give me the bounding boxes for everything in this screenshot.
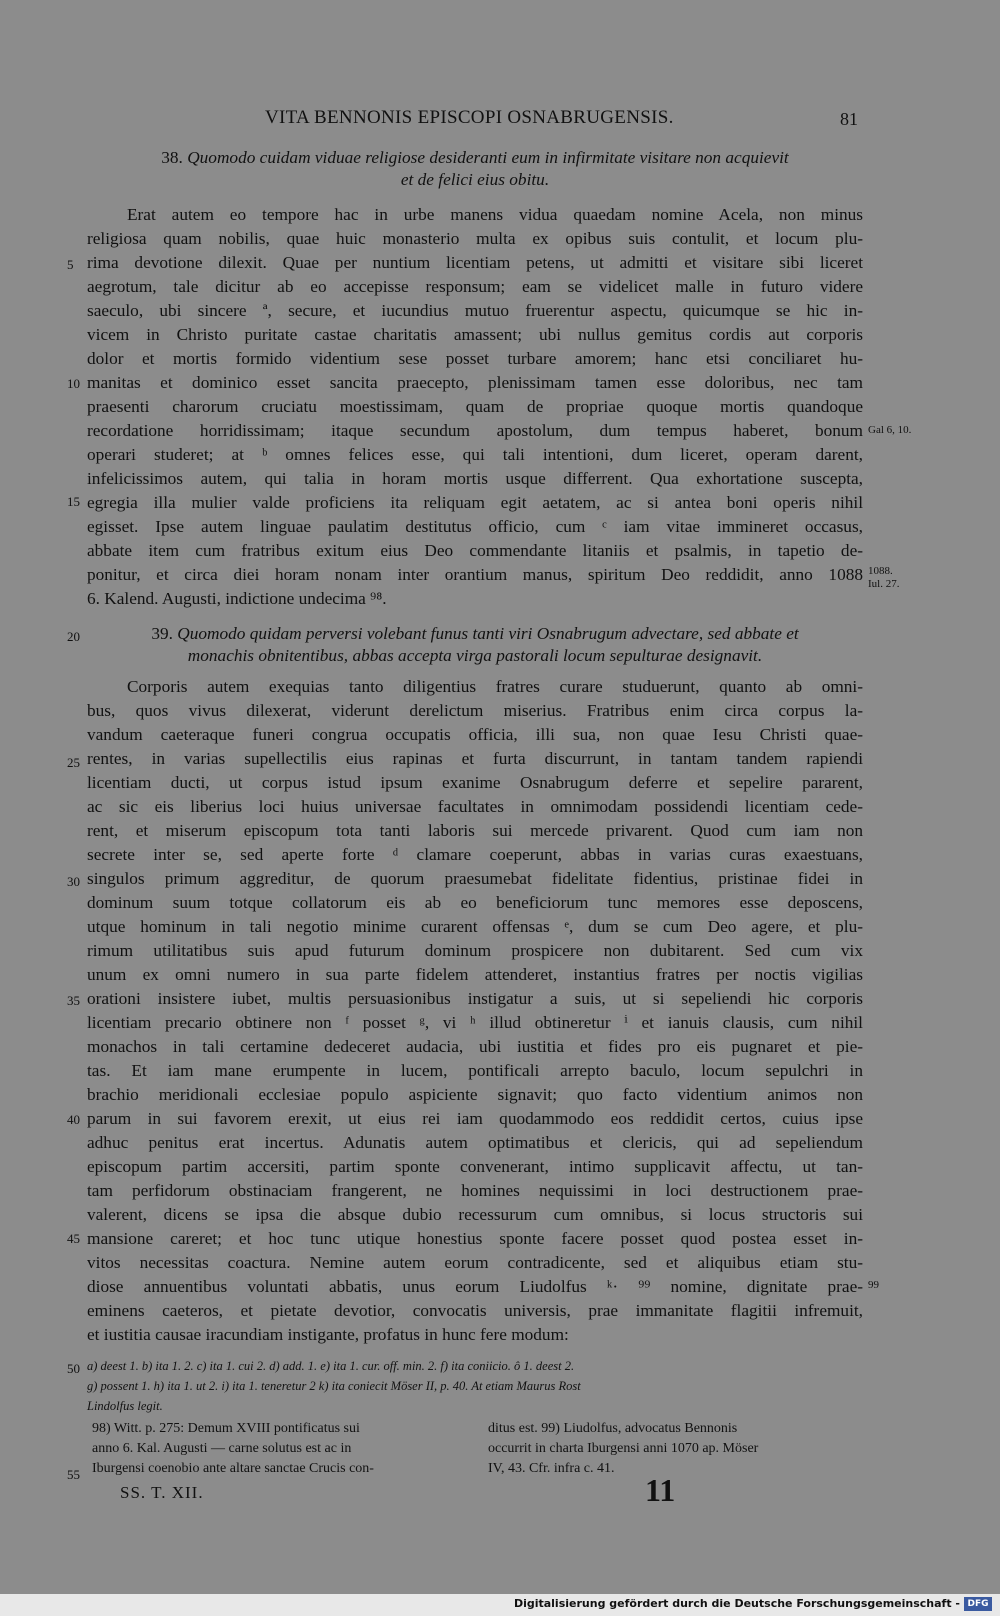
text-line: tas. Et iam mane erumpente in lucem, pontificali arrepto baculo, locum sepulchri in xyxy=(87,1061,863,1080)
text-line: episcopum partim accersiti, partim sponte convenerant, intimo supplicavit affectu, ut tan- xyxy=(87,1157,863,1176)
margin-note-footnote-ref: 99 xyxy=(868,1279,879,1291)
text-line: licentiam ducti, ut corpus istud ipsum exanime Osnabrugum deferre et sepelire pararent, xyxy=(87,773,863,792)
text-line: religiosa quam nobilis, quae huic monasterio multa ex opibus suis contulit, et locum plu- xyxy=(87,229,863,248)
historical-footnote-right xyxy=(488,1419,866,1479)
text-line: manitas et dominico esset sancita praecepto, plenissimam tamen esse doloribus, nec tam xyxy=(87,373,863,392)
heading-line: et de felici eius obitu. xyxy=(400,170,550,189)
historical-footnote-left xyxy=(92,1419,472,1479)
critical-apparatus xyxy=(87,1356,863,1416)
running-head: VITA BENNONIS EPISCOPI OSNABRUGENSIS. xyxy=(265,107,674,128)
text-line: brachio meridionali ecclesiae populo aspiciente signavit; quo facto videntium animos non xyxy=(87,1085,863,1104)
text-line: dolor et mortis formido videntium sese posset turbare amorem; hanc etsi conciliaret hu- xyxy=(87,349,863,368)
apparatus-line: a) deest 1. b) ita 1. 2. c) ita 1. cui 2. d) add. 1. e) ita 1. cur. off. min. 2. f) ita coniicio. ô 1. deest 2. xyxy=(87,1359,575,1373)
text-line: secrete inter se, sed aperte forte ᵈ clamare coeperunt, abbas in varias curas exaestuans, xyxy=(87,845,863,864)
text-line: rimum utilitatibus suis apud futurum dominum prospicere non dubitarent. Sed cum vix xyxy=(87,941,863,960)
funding-notice: Digitalisierung gefördert durch die Deutsche Forschungsgemeinschaft - xyxy=(513,1597,960,1610)
footnote-line: ditus est. 99) Liudolfus, advocatus Bennonis xyxy=(488,1421,738,1436)
text-line: utque hominum in tali negotio minime curarent offensas ᵉ, dum se cum Deo agere, et plu- xyxy=(87,917,863,936)
line-number: 40 xyxy=(67,1112,80,1127)
text-line: dominum suum totque collatorum eis ab eo beneficiorum tunc memores esse deposcens, xyxy=(87,893,863,912)
line-number: 30 xyxy=(67,874,80,889)
text-line: vitos necessitas coactura. Nemine autem eorum contradicente, sed et aliquibus etiam stu- xyxy=(87,1253,863,1272)
volume-signature: SS. T. XII. xyxy=(120,1483,204,1502)
chapter-39-heading xyxy=(87,623,863,667)
text-line: Corporis autem exequias tanto diligentius fratres curare studuerunt, quanto ab omni- xyxy=(127,677,863,696)
text-line: monachos in tali certamine dedeceret audacia, ubi iustitia et fides pro eis pugnaret et pie- xyxy=(87,1037,863,1056)
footnote-line: 98) Witt. p. 275: Demum XVIII pontificatus sui xyxy=(92,1421,360,1436)
margin-note-date: Iul. 27. xyxy=(868,578,900,590)
text-line: et iustitia causae iracundiam instigante, profatus in hunc fere modum: xyxy=(87,1325,569,1344)
margin-note-scripture: Gal 6, 10. xyxy=(868,424,912,436)
text-line: eminens caeteros, et pietate devotior, convocatis universis, prae immanitate flagitii infremuit, xyxy=(87,1301,863,1320)
text-line: orationi insistere iubet, multis persuasionibus instigatur a suis, ut si sepeliendi hic corporis xyxy=(87,989,863,1008)
footnote-line: IV, 43. Cfr. infra c. 41. xyxy=(488,1461,615,1476)
text-line: vicem in Christo puritate castae charitatis amassent; ubi nullus gemitus cordis aut corporis xyxy=(87,325,863,344)
text-line: adhuc penitus erat incertus. Adunatis autem optimatibus et clericis, qui ad sepeliendum xyxy=(87,1133,863,1152)
footnote-line: anno 6. Kal. Augusti — carne solutus est ac in xyxy=(92,1441,352,1456)
footnote-line: occurrit in charta Iburgensi anni 1070 ap. Möser xyxy=(488,1441,759,1456)
dfg-logo-icon: DFG xyxy=(964,1597,992,1611)
text-line: ac sic eis liberius loci huius universae facultates in omnimodam possidendi licentiam cede- xyxy=(87,797,863,816)
line-number: 50 xyxy=(67,1361,80,1376)
text-line: diose annuentibus voluntati abbatis, unus eorum Liudolfus ᵏ· ⁹⁹ nomine, dignitate prae- xyxy=(87,1277,863,1296)
chapter-38-heading xyxy=(87,147,863,191)
text-line: singulos primum aggreditur, de quorum praesumebat fidelitate fidentius, pristinae fidei in xyxy=(87,869,863,888)
heading-line: monachis obnitentibus, abbas accepta virga pastorali locum sepulturae designavit. xyxy=(187,646,763,665)
footnote-line: Iburgensi coenobio ante altare sanctae Crucis con- xyxy=(92,1461,374,1476)
margin-note-year: 1088. xyxy=(868,565,893,577)
text-line: mansione careret; et hoc tunc utique honestius sponte facere posset quod postea esset in- xyxy=(87,1229,863,1248)
text-line: recordatione horridissimam; itaque secundum apostolum, dum tempus haberet, bonum xyxy=(87,421,863,440)
text-line: valerent, dicens se ipsa die absque dubio recessurum cum omnibus, si locus structoris sui xyxy=(87,1205,863,1224)
text-line: egisset. Ipse autem linguae paulatim destitutus officio, cum ᶜ iam vitae immineret occasus, xyxy=(87,517,863,536)
line-number: 15 xyxy=(67,494,80,509)
text-line: ponitur, et circa diei horam nonam inter orantium manus, spiritum Deo reddidit, anno 1088 xyxy=(87,565,863,584)
sheet-number: 11 xyxy=(645,1472,676,1508)
text-line: vandum caeteraque funeri congrua occupatis officia, illi sua, non quae Iesu Christi quae- xyxy=(87,725,863,744)
line-number: 10 xyxy=(67,376,80,391)
text-line: abbate item cum fratribus exitum eius Deo commendante litaniis et psalmis, in tapetio de- xyxy=(87,541,863,560)
chapter-38-body xyxy=(87,203,863,611)
text-line: rent, et miserum episcopum tota tanti laboris sui mercede privarent. Quod cum iam non xyxy=(87,821,863,840)
text-line: Erat autem eo tempore hac in urbe manens vidua quaedam nomine Acela, non minus xyxy=(127,205,863,224)
text-line: operari studeret; at ᵇ omnes felices esse, qui tali intentioni, dum liceret, operam darent, xyxy=(87,445,863,464)
line-number: 55 xyxy=(67,1467,80,1482)
text-line: infelicissimos autem, qui talia in horam mortis usque differrent. Qua exhortatione suscepta, xyxy=(87,469,863,488)
chapter-39-body xyxy=(87,675,863,1347)
footer-bar xyxy=(0,1594,1000,1616)
text-line: tam perfidorum obstinaciam frangerent, ne homines nequissimi in loci destructionem prae- xyxy=(87,1181,863,1200)
apparatus-line: g) possent 1. h) ita 1. ut 2. i) ita 1. teneretur 2 k) ita coniecit Möser II, p. 40. At etiam Maurus Rost xyxy=(87,1379,581,1393)
text-line: unum ex omni numero in sua parte fidelem attenderet, instantius fratres per noctis vigilias xyxy=(87,965,863,984)
line-number: 20 xyxy=(67,629,80,644)
text-line: rentes, in varias supellectilis eius rapinas et furta discurrunt, in tantam tandem rapiendi xyxy=(87,749,863,768)
line-number: 25 xyxy=(67,755,80,770)
text-line: bus, quos vivus dilexerat, viderunt derelictum miserius. Fratribus enim circa corpus la- xyxy=(87,701,863,720)
text-line: parum in sui favorem erexit, ut eius rei iam quodammodo eos reddidit certos, cuius ipse xyxy=(87,1109,863,1128)
heading-line: 38. Quomodo cuidam viduae religiose desideranti eum in infirmitate visitare non acquievit xyxy=(161,148,789,167)
text-line: 6. Kalend. Augusti, indictione undecima ⁹⁸. xyxy=(87,589,387,608)
line-number: 35 xyxy=(67,993,80,1008)
line-number: 45 xyxy=(67,1231,80,1246)
text-line: aegrotum, tale dicitur ab eo accepisse responsum; eam se videlicet malle in futuro videre xyxy=(87,277,863,296)
text-line: praesenti charorum cruciatu moestissimam, quam de propriae quoque mortis quandoque xyxy=(87,397,863,416)
text-line: saeculo, ubi sincere ª, secure, et iucundius mutuo fruerentur aspectu, quicumque se hic in- xyxy=(87,301,863,320)
text-line: egregia illa mulier valde proficiens ita reliquam egit aetatem, ac si antea boni operis nihil xyxy=(87,493,863,512)
heading-line: 39. Quomodo quidam perversi volebant funus tanti viri Osnabrugum advectare, sed abbate et xyxy=(151,624,799,643)
page-number: 81 xyxy=(840,109,858,129)
apparatus-line: Lindolfus legit. xyxy=(87,1399,163,1413)
line-number: 5 xyxy=(67,257,74,272)
text-line: rima devotione dilexit. Quae per nuntium licentiam petens, ut admitti et visitare sibi liceret xyxy=(87,253,863,272)
text-line: licentiam precario obtinere non ᶠ posset ᵍ, vi ʰ illud obtineretur ⁱ et ianuis clausis, cum nihil xyxy=(87,1013,863,1032)
